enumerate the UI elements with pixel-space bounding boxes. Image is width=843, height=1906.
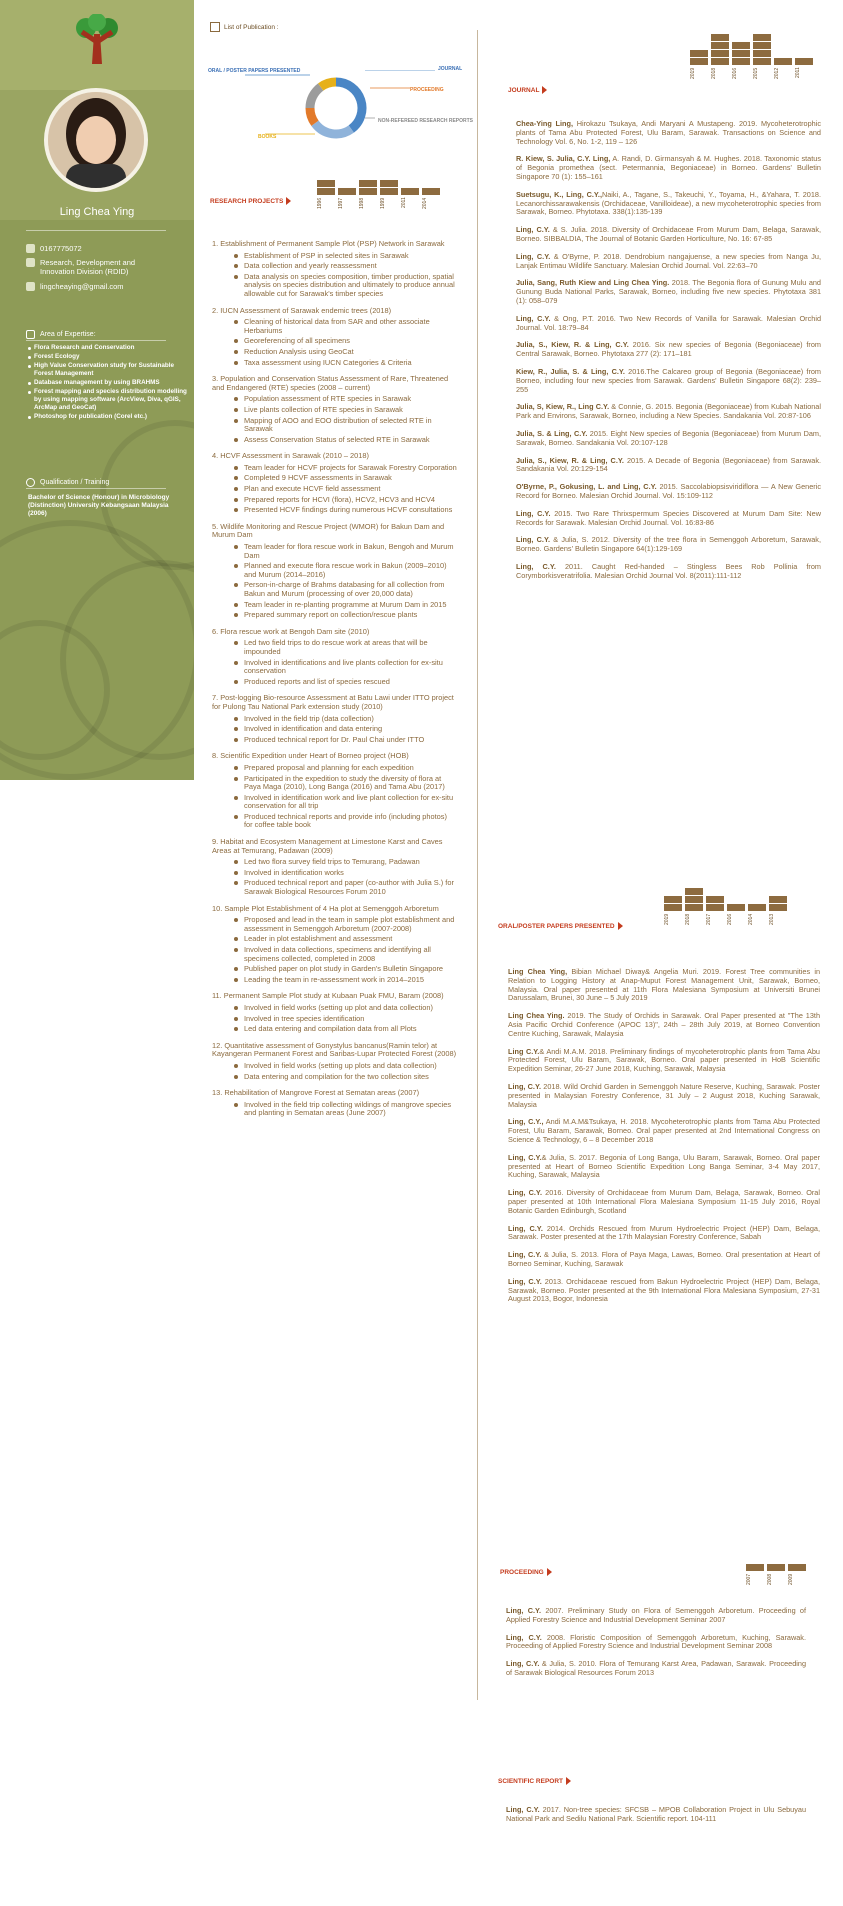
phone-number: 0167775072 bbox=[40, 244, 82, 253]
year-bar bbox=[767, 1564, 785, 1571]
project-title: 9. Habitat and Ecosystem Management at Limestone Karst and Caves Areas at Temurang, Padawan (2009) bbox=[212, 837, 443, 855]
year-bar bbox=[359, 180, 377, 195]
reference-entry bbox=[508, 968, 820, 1003]
project-task: Involved in identification works bbox=[234, 869, 457, 878]
tree-logo-icon bbox=[72, 14, 122, 66]
project-task: Led data entering and compilation data from all Plots bbox=[234, 1025, 457, 1034]
year-bar bbox=[338, 188, 356, 195]
oral-papers-list bbox=[508, 968, 820, 1313]
scientific-report-label: SCIENTIFIC REPORT bbox=[498, 1777, 571, 1785]
project-task: Produced technical report for Dr. Paul Chai under ITTO bbox=[234, 736, 457, 745]
year-label: 1997 bbox=[338, 197, 344, 209]
year-label: 2019 bbox=[690, 67, 696, 79]
reference-details: 2011. Caught Red-handed – Stingless Bees Rob Pollinia from Corymborkisveratrifolia. Malesian Orchid Journal Vol. 8(2011):111-112 bbox=[516, 561, 821, 580]
email-address: lingcheaying@gmail.com bbox=[40, 282, 124, 291]
year-bar bbox=[788, 1564, 806, 1571]
label-oral: ORAL / POSTER PAPERS PRESENTED bbox=[208, 68, 301, 74]
year-label: 2008 bbox=[767, 1573, 773, 1585]
expertise-list bbox=[28, 344, 188, 422]
reference-authors: Kiew, R., Julia, S. & Ling, C.Y. bbox=[516, 366, 625, 376]
reference-details: & Connie, G. 2015. Begonia (Begoniaceae) from Kubah National Park and Environs, Sarawak, Borneo, including a New Species. Sandakania Vol. 20:87-106 bbox=[516, 402, 821, 421]
project-item bbox=[212, 628, 457, 687]
project-title: 12. Quantitative assessment of Gonystylus bancanus(Ramin telor) at Kayangeran Permanent Forest and Saribas-Lupar Protected Forest (2008) bbox=[212, 1040, 457, 1059]
project-task: Establishment of PSP in selected sites in Sarawak bbox=[234, 252, 457, 261]
reference-authors: Ling Chea Ying, bbox=[508, 967, 568, 976]
label-proceeding: PROCEEDING bbox=[410, 87, 444, 93]
reference-details: Hirokazu Tsukaya, Andi Maryani A Mustapeng. 2019. Mycoheterotrophic plants of Tama Abu Protected Forest, Ulu Baram, Sarawak. Transactions on Science and Technology Vol. 6, No. 1-2, 119 – 126 bbox=[516, 119, 821, 146]
reference-authors: R. Kiew, S. Julia, C.Y. Ling, bbox=[516, 154, 611, 164]
reference-entry bbox=[508, 1012, 820, 1038]
year-bar bbox=[380, 180, 398, 195]
reference-authors: Ling, C.Y. bbox=[508, 1188, 542, 1198]
reference-details: 2016. Diversity of Orchidaceae from Murum Dam, Belaga, Sarawak, Borneo. Oral paper presented at 10th International Flora Malesiana Symposium 11-15 July 2016, Royal Botanic Garden Edinburgh, Scotland bbox=[508, 1188, 820, 1215]
reference-entry bbox=[506, 1607, 806, 1625]
reference-details: 2016. Six new species of Begonia (Begoniaceae) from Central Sarawak, Borneo. Phytotaxa 277 (2): 171–181 bbox=[516, 340, 822, 359]
reference-details: 2015. Eight New species of Begonia (Begoniaceae) from Murum Dam, Sarawak, Borneo. Sandakania Vol. 20:107-128 bbox=[516, 428, 821, 447]
reference-entry bbox=[516, 341, 821, 359]
reference-details: & Julia, S. 2013. Flora of Paya Maga, Lawas, Borneo. Oral presentation at Heart of Borneo Seminar, Kuching, Sarawak bbox=[508, 1250, 820, 1268]
reference-authors: Ling, C.Y., bbox=[508, 1117, 544, 1127]
reference-authors: Ling, C.Y. bbox=[506, 1632, 542, 1642]
proceeding-year-chart bbox=[746, 1564, 806, 1587]
project-title: 3. Population and Conservation Status Assessment of Rare, Threatened and Endangered (RTE) species (2008 – current) bbox=[212, 374, 449, 392]
oral-papers-label: ORAL/POSTER PAPERS PRESENTED bbox=[498, 922, 623, 930]
reference-authors: Ling, C.Y. bbox=[516, 535, 551, 545]
project-title: 10. Sample Plot Establishment of 4 Ha plot at Semenggoh Arboretum bbox=[212, 903, 439, 913]
project-task: Proposed and lead in the team in sample plot establishment and assessment in Semenggoh Arboretum (2007-2008) bbox=[234, 916, 457, 933]
year-bar bbox=[748, 904, 766, 911]
scientific-report-list bbox=[506, 1806, 806, 1833]
reference-authors: Ling, C.Y. bbox=[508, 1276, 542, 1286]
reference-details: & Julia, S. 2010. Flora of Temurang Karst Area, Padawan, Sarawak. Proceeding of Sarawak Biological Resources Forum 2013 bbox=[506, 1659, 807, 1677]
reference-details: 2017. Non-tree species: SFCSB – MPOB Collaboration Project in Ulu Sebuyau National Park and Sedilu National Park. Scientific report. 104-111 bbox=[506, 1805, 807, 1823]
reference-entry bbox=[516, 536, 821, 554]
reference-entry bbox=[516, 226, 821, 244]
reference-entry bbox=[506, 1660, 806, 1678]
graduation-cap-icon bbox=[26, 478, 35, 487]
reference-details: 2016.The Calcareo group of Begonia (Begoniaceae) from Borneo, including four new species from Sarawak. Gardens' Bulletin Singapore 68(2): 239–255 bbox=[516, 366, 822, 394]
journal-year-chart bbox=[690, 34, 813, 81]
reference-details: Naiki, A., Tagane, S., Takeuchi, Y., Toyama, H., &Yahara, T. 2018. Lecanorchissarawakensis (Orchidaceae, Vanilloideae), a new mycoheterotrophic species from Sarawak, Borneo. Phytotaxa. 338(1):135-139 bbox=[516, 189, 821, 217]
reference-entry bbox=[508, 1083, 820, 1109]
reference-authors: Ling, C.Y. bbox=[516, 561, 556, 571]
reference-entry bbox=[516, 155, 821, 181]
reference-authors: Ling, C.Y. bbox=[506, 1805, 540, 1814]
year-bar bbox=[422, 188, 440, 195]
project-item bbox=[212, 838, 457, 897]
reference-entry bbox=[516, 120, 821, 146]
project-item bbox=[212, 523, 457, 620]
journal-list bbox=[516, 120, 821, 589]
year-label: 2015 bbox=[753, 67, 759, 79]
reference-entry bbox=[506, 1806, 806, 1824]
year-label: 1998 bbox=[359, 197, 365, 209]
expertise-item: Forest mapping and species distribution modelling by using mapping software (ArcView, Diva, qGIS, ArcMap and GeoCat) bbox=[28, 388, 188, 412]
reference-details: 2019. The Study of Orchids in Sarawak. Oral Paper presented at "The 13th Asia Pacific Orchid Conference (APOC 13)", 24th – 28th July 2019, at Borneo Convention Centre Kuching, Sarawak, Malaysia bbox=[508, 1011, 821, 1038]
oral-year-chart bbox=[664, 888, 787, 927]
pencil-icon bbox=[26, 330, 35, 339]
publication-title: List of Publication : bbox=[210, 22, 279, 32]
project-task: Data analysis on species composition, timber production, spatial analysis on species distribution and ultimately to produce annual allowable cut for Sarawak's timber species bbox=[234, 273, 457, 299]
expertise-item: Database management by using BRAHMS bbox=[28, 379, 188, 387]
reference-entry bbox=[508, 1189, 820, 1215]
project-task: Leading the team in re-assessment work in 2014–2015 bbox=[234, 976, 457, 985]
year-bar bbox=[664, 896, 682, 911]
project-task: Prepared reports for HCVI (flora), HCV2, HCV3 and HCV4 bbox=[234, 496, 457, 505]
project-task: Person-in-charge of Brahms databasing for all collection from Bakun and Murum (processing of over 20,000 data) bbox=[234, 581, 457, 598]
reference-details: 2018. The Begonia flora of Gunung Mulu and Gunung Buda National Parks, Sarawak, Borneo, including five new species. Phytotaxa 381 (1): 058–079 bbox=[516, 278, 821, 305]
label-journal: JOURNAL bbox=[438, 66, 463, 72]
expertise-item: Flora Research and Conservation bbox=[28, 344, 188, 352]
project-task: Involved in tree species identification bbox=[234, 1015, 457, 1024]
year-label: 2009 bbox=[788, 1573, 794, 1585]
project-item bbox=[212, 752, 457, 830]
reference-entry bbox=[516, 279, 821, 305]
reference-entry bbox=[516, 315, 821, 333]
year-label: 2011 bbox=[795, 67, 801, 79]
reference-authors: Ling, C.Y. bbox=[508, 1081, 542, 1091]
project-item bbox=[212, 240, 457, 299]
reference-entry bbox=[516, 430, 821, 448]
year-label: 2019 bbox=[664, 913, 670, 925]
project-title: 4. HCVF Assessment in Sarawak (2010 – 2018) bbox=[212, 451, 369, 461]
reference-entry bbox=[516, 563, 821, 581]
reference-entry bbox=[508, 1118, 820, 1144]
reference-details: 2007. Preliminary Study on Flora of Semenggoh Arboretum. Proceeding of Applied Forestry Science and Industrial Development Seminar 2007 bbox=[506, 1606, 806, 1624]
reference-details: 2013. Orchidaceae rescued from Bakun Hydroelectric Project (HEP) Dam, Belaga, Sarawak, Borneo. Poster presented at the 9th International Flora Malesiana Symposium, 27-31 August 2013, Bogor, Indonesia bbox=[508, 1276, 820, 1304]
project-item bbox=[212, 992, 457, 1033]
proceeding-list bbox=[506, 1607, 806, 1687]
reference-entry bbox=[516, 510, 821, 528]
reference-details: & Julia, S. 2012. Diversity of the tree flora in Semenggoh Arboretum, Sarawak, Borneo. Gardens' Bulletin Singapore 64(1):129-169 bbox=[516, 535, 821, 554]
expertise-item: Forest Ecology bbox=[28, 353, 188, 361]
project-task: Reduction Analysis using GeoCat bbox=[234, 348, 457, 357]
reference-entry bbox=[508, 1251, 820, 1269]
reference-authors: Ling, C.Y. bbox=[508, 1250, 542, 1260]
project-task: Plan and execute HCVF field assessment bbox=[234, 485, 457, 494]
reference-entry bbox=[508, 1154, 820, 1180]
project-task: Produced technical reports and provide info (including photos) for coffee table book bbox=[234, 813, 457, 830]
document-icon bbox=[210, 22, 220, 32]
research-projects-label: RESEARCH PROJECTS bbox=[210, 197, 291, 205]
year-bar bbox=[746, 1564, 764, 1571]
year-label: 1999 bbox=[380, 197, 386, 209]
project-task: Cleaning of historical data from SAR and other associate Herbariums bbox=[234, 318, 457, 335]
year-label: 2018 bbox=[711, 67, 717, 79]
reference-entry bbox=[508, 1225, 820, 1243]
year-label: 2016 bbox=[727, 913, 733, 925]
project-task: Georeferencing of all specimens bbox=[234, 337, 457, 346]
project-task: Produced reports and list of species rescued bbox=[234, 678, 457, 687]
project-task: Involved in data collections, specimens and identifying all specimens collected, completed in 2008 bbox=[234, 946, 457, 963]
year-bar bbox=[685, 888, 703, 911]
profile-name: Ling Chea Ying bbox=[59, 206, 135, 218]
year-label: 2014 bbox=[748, 913, 754, 925]
project-item bbox=[212, 1042, 457, 1081]
year-bar bbox=[317, 180, 335, 195]
project-task: Leader in plot establishment and assessment bbox=[234, 935, 457, 944]
reference-entry bbox=[516, 457, 821, 475]
year-bar bbox=[706, 896, 724, 911]
project-task: Participated in the expedition to study the diversity of flora at Paya Maga (2010), Long Banga (2016) and Tama Abu (2017) bbox=[234, 775, 457, 792]
reference-entry bbox=[516, 403, 821, 421]
reference-details: 2015. A Decade of Begonia (Begoniaceae) from Sarawak. Sandakania Vol. 20:129-154 bbox=[516, 455, 822, 474]
project-item bbox=[212, 307, 457, 368]
project-task: Data entering and compilation for the two collection sites bbox=[234, 1073, 457, 1082]
project-task: Mapping of AOO and EOO distribution of selected RTE in Sarawak bbox=[234, 417, 457, 434]
project-task: Involved in identification work and live plant collection for ex-situ conservation for all trip bbox=[234, 794, 457, 811]
reference-details: Bibian Michael Diway& Angelia Muri. 2019. Forest Tree communities in Relation to Logging History at Anap-Muput Forest Management Unit, Sarawak, Borneo, Malaysia. Oral paper presented at 11th Flora Malesiana Symposium at Universiti Brunei Darussalam, Brunei, 30 June – 5 July 2019 bbox=[508, 967, 821, 1003]
reference-details: & Ong, P.T. 2016. Two New Records of Vanilla for Sarawak. Malesian Orchid Journal. Vol. 18:79–84 bbox=[516, 313, 821, 332]
project-task: Led two field trips to do rescue work at areas that will be impounded bbox=[234, 639, 457, 656]
reference-authors: Ling Chea Ying. bbox=[508, 1011, 565, 1021]
reference-details: & S. Julia. 2018. Diversity of Orchidaceae From Murum Dam, Belaga, Sarawak, Borneo. SIBBALDIA, The Journal of Botanic Garden Horticulture, No. 16: 67-85 bbox=[516, 225, 821, 243]
phone-icon bbox=[26, 244, 35, 253]
project-task: Planned and execute flora rescue work in Bakun (2009–2010) and Murum (2014–2016) bbox=[234, 562, 457, 579]
label-books: BOOKS bbox=[258, 134, 277, 140]
year-label: 2012 bbox=[774, 67, 780, 79]
project-item bbox=[212, 452, 457, 515]
reference-authors: Ling, C.Y. bbox=[506, 1606, 542, 1615]
project-task: Involved in field works (setting up plot and data collection) bbox=[234, 1004, 457, 1013]
division-row bbox=[26, 258, 166, 276]
reference-details: 2015. Two Rare Thrixspermum Species Discovered at Murum Dam Site: New Records for Sarawak. Malesian Orchid Journal. Vol. 16:83-86 bbox=[516, 508, 821, 527]
reference-entry bbox=[508, 1278, 820, 1304]
year-label: 2011 bbox=[401, 197, 407, 209]
year-bar bbox=[711, 34, 729, 65]
year-label: 1996 bbox=[317, 197, 323, 209]
project-title: 7. Post-logging Bio-resource Assessment at Batu Lawi under ITTO project for Pulong Tau National Park extension study (2010) bbox=[212, 693, 454, 711]
reference-authors: Ling, C.Y. bbox=[508, 1152, 542, 1162]
phone-row bbox=[26, 244, 82, 253]
building-icon bbox=[26, 258, 35, 267]
reference-authors: Suetsugu, K., Ling, C.Y., bbox=[516, 189, 602, 199]
reference-authors: Ling, C.Y. bbox=[516, 225, 550, 235]
qualification-heading: Qualification / Training bbox=[26, 478, 109, 487]
year-label: 2016 bbox=[732, 67, 738, 79]
year-bar bbox=[753, 34, 771, 65]
year-bar bbox=[795, 58, 813, 65]
reference-entry bbox=[516, 368, 821, 394]
label-nonrefereed: NON-REFEREED RESEARCH REPORTS bbox=[378, 118, 474, 124]
expertise-item: Photoshop for publication (Corel etc.) bbox=[28, 413, 188, 421]
reference-details: 2008. Floristic Composition of Semenggoh Arboretum, Kuching, Sarawak. Proceeding of Applied Forestry Science and Industrial Development Seminar 2008 bbox=[506, 1632, 806, 1651]
reference-entry bbox=[516, 253, 821, 271]
reference-authors: Julia, Sang, Ruth Kiew and Ling Chea Ying. bbox=[516, 278, 670, 288]
year-bar bbox=[727, 904, 745, 911]
project-task: Involved in field works (setting up plots and data collection) bbox=[234, 1062, 457, 1071]
project-task: Population assessment of RTE species in Sarawak bbox=[234, 395, 457, 404]
project-task: Involved in identifications and live plants collection for ex-situ conservation bbox=[234, 659, 457, 676]
reference-authors: Ling, C.Y. bbox=[516, 251, 551, 261]
year-bar bbox=[774, 58, 792, 65]
project-title: 6. Flora rescue work at Bengoh Dam site (2010) bbox=[212, 626, 370, 636]
project-task: Prepared summary report on collection/rescue plants bbox=[234, 611, 457, 620]
reference-details: & Andi M.A.M. 2018. Preliminary findings of mycoheterotrophic plants from Tama Abu Protected Forest, Ulu Baram, Sarawak, Borneo. Oral paper presented in HoB Scientific Expedition Seminar, 26-27 June 2018, Kuching, Sarawak, Malaysia bbox=[508, 1046, 820, 1074]
division-text: Research, Development and Innovation Division (RDID) bbox=[40, 258, 136, 276]
research-year-chart bbox=[317, 180, 440, 211]
column-divider bbox=[477, 30, 478, 1700]
profile-sidebar bbox=[0, 0, 194, 780]
project-title: 8. Scientific Expedition under Heart of Borneo project (HOB) bbox=[212, 751, 409, 761]
project-task: Completed 9 HCVF assessments in Sarawak bbox=[234, 474, 457, 483]
project-task: Involved in the field trip (data collection) bbox=[234, 715, 457, 724]
reference-details: 2018. Wild Orchid Garden in Semenggoh Nature Reserve, Kuching, Sarawak. Poster presented in Malaysian Forestry Conference, 31 July – 2 August 2018, Kuching Sarawak, Malaysia bbox=[508, 1081, 820, 1109]
reference-authors: Julia, S., Kiew, R. & Ling, C.Y. bbox=[516, 455, 624, 465]
project-task: Team leader for HCVF projects for Sarawak Forestry Corporation bbox=[234, 464, 457, 473]
project-task: Involved in the field trip collecting wildings of mangrove species and planting in Sematan areas (June 2007) bbox=[234, 1101, 457, 1118]
year-bar bbox=[732, 42, 750, 65]
project-title: 13. Rehabilitation of Mangrove Forest at Sematan areas (2007) bbox=[212, 1088, 420, 1098]
email-row bbox=[26, 282, 124, 291]
project-title: 2. IUCN Assessment of Sarawak endemic trees (2018) bbox=[212, 305, 392, 315]
project-item bbox=[212, 694, 457, 744]
reference-entry bbox=[516, 191, 821, 217]
project-task: Involved in identification and data entering bbox=[234, 725, 457, 734]
proceeding-label: PROCEEDING bbox=[500, 1568, 552, 1576]
project-item bbox=[212, 905, 457, 985]
research-project-list bbox=[212, 240, 457, 1126]
reference-details: A. Randi, D. Girmansyah & M. Hughes. 2018. Taxonomic status of Begonia promethea (sect. Petermannia, Begoniaceae) in Borneo. Gardens' Bulletin Singapore 70 (1): 155–161 bbox=[516, 154, 821, 181]
reference-entry bbox=[508, 1048, 820, 1074]
year-label: 2013 bbox=[769, 913, 775, 925]
reference-authors: Ling, C.Y. bbox=[506, 1659, 540, 1669]
reference-authors: Julia, S. & Ling, C.Y. bbox=[516, 428, 588, 438]
reference-details: 2015. Saccolabiopsisviridiflora — A New Generic Record for Borneo. Malesian Orchid Journal. Vol. 15:109-112 bbox=[516, 482, 821, 500]
expertise-heading: Area of Expertise: bbox=[26, 330, 96, 339]
reference-details: Andi M.A.M&Tsukaya, H. 2018. Mycoheterotrophic plants from Tama Abu Protected Forest, Ulu Baram, Sarawak, Borneo. Oral paper presented at 2nd International Congress on Science & Technology, 6 – 8 December 2018 bbox=[508, 1117, 820, 1144]
journal-label: JOURNAL bbox=[508, 86, 547, 94]
project-task: Led two flora survey field trips to Temurang, Padawan bbox=[234, 858, 457, 867]
reference-authors: Julia, S., Kiew, R. & Ling, C.Y. bbox=[516, 340, 629, 350]
reference-authors: Ling, C.Y. bbox=[516, 313, 551, 323]
reference-entry bbox=[516, 483, 821, 501]
year-bar bbox=[401, 188, 419, 195]
profile-photo bbox=[44, 88, 148, 192]
reference-details: & O'Byrne, P. 2018. Dendrobium nangajuense, a new species from Nanga Ju, Lanjak Entimau Wildlife Sanctuary. Malesian Orchid Journal. Vol. 22:63–70 bbox=[516, 251, 822, 270]
project-task: Prepared proposal and planning for each expedition bbox=[234, 764, 457, 773]
year-label: 2014 bbox=[422, 197, 428, 209]
reference-authors: O'Byrne, P., Gokusing, L. and Ling, C.Y. bbox=[516, 482, 657, 492]
project-title: 1. Establishment of Permanent Sample Plot (PSP) Network in Sarawak bbox=[212, 239, 445, 248]
reference-details: & Julia, S. 2017. Begonia of Long Banga, Ulu Baram, Sarawak, Borneo. Oral paper presented at Heart of Borneo Scientific Expedition Long Banga Seminar, 3-4 May 2017, Kuching, Sarawak, Malaysia bbox=[508, 1152, 820, 1180]
reference-authors: Chea-Ying Ling, bbox=[516, 119, 573, 128]
year-label: 2018 bbox=[685, 913, 691, 925]
project-task: Live plants collection of RTE species in Sarawak bbox=[234, 406, 457, 415]
reference-entry bbox=[506, 1634, 806, 1652]
project-item bbox=[212, 1089, 457, 1118]
email-icon bbox=[26, 282, 35, 291]
reference-details: 2014. Orchids Rescued from Murum Hydroelectric Project (HEP) Dam, Belaga, Sarawak. Poster presented at the 17th Malaysian Forestry Conference, Sabah bbox=[508, 1223, 820, 1242]
year-label: 2017 bbox=[706, 913, 712, 925]
project-task: Taxa assessment using IUCN Categories & Criteria bbox=[234, 359, 457, 368]
project-item bbox=[212, 375, 457, 444]
project-title: 5. Wildlife Monitoring and Rescue Project (WMOR) for Bakun Dam and Murum Dam bbox=[212, 521, 445, 540]
project-title: 11. Permanent Sample Plot study at Kubaan Puak FMU, Baram (2008) bbox=[212, 991, 444, 1001]
reference-authors: Ling C.Y. bbox=[508, 1046, 540, 1056]
reference-authors: Ling, C.Y. bbox=[516, 508, 551, 518]
project-task: Published paper on plot study in Garden's Bulletin Singapore bbox=[234, 965, 457, 974]
project-task: Data collection and yearly reassessment bbox=[234, 262, 457, 271]
reference-authors: Julia, S, Kiew, R., Ling C.Y. bbox=[516, 402, 610, 412]
year-bar bbox=[769, 896, 787, 911]
year-label: 2007 bbox=[746, 1573, 752, 1585]
project-task: Presented HCVF findings during numerous HCVF consultations bbox=[234, 506, 457, 515]
chart-leader-lines bbox=[225, 70, 455, 140]
project-task: Assess Conservation Status of selected RTE in Sarawak bbox=[234, 436, 457, 445]
project-task: Team leader for flora rescue work in Bakun, Bengoh and Murum Dam bbox=[234, 543, 457, 560]
reference-authors: Ling, C.Y. bbox=[508, 1223, 543, 1233]
project-task: Produced technical report and paper (co-author with Julia S.) for Sarawak Biological Resources Forum 2010 bbox=[234, 879, 457, 896]
expertise-item: High Value Conservation study for Sustainable Forest Management bbox=[28, 362, 188, 378]
year-bar bbox=[690, 50, 708, 65]
project-task: Team leader in re-planting programme at Murum Dam in 2015 bbox=[234, 601, 457, 610]
qualification-text: Bachelor of Science (Honour) in Microbiology (Distinction) University Kebangsaan Malaysia (2006) bbox=[28, 494, 170, 517]
